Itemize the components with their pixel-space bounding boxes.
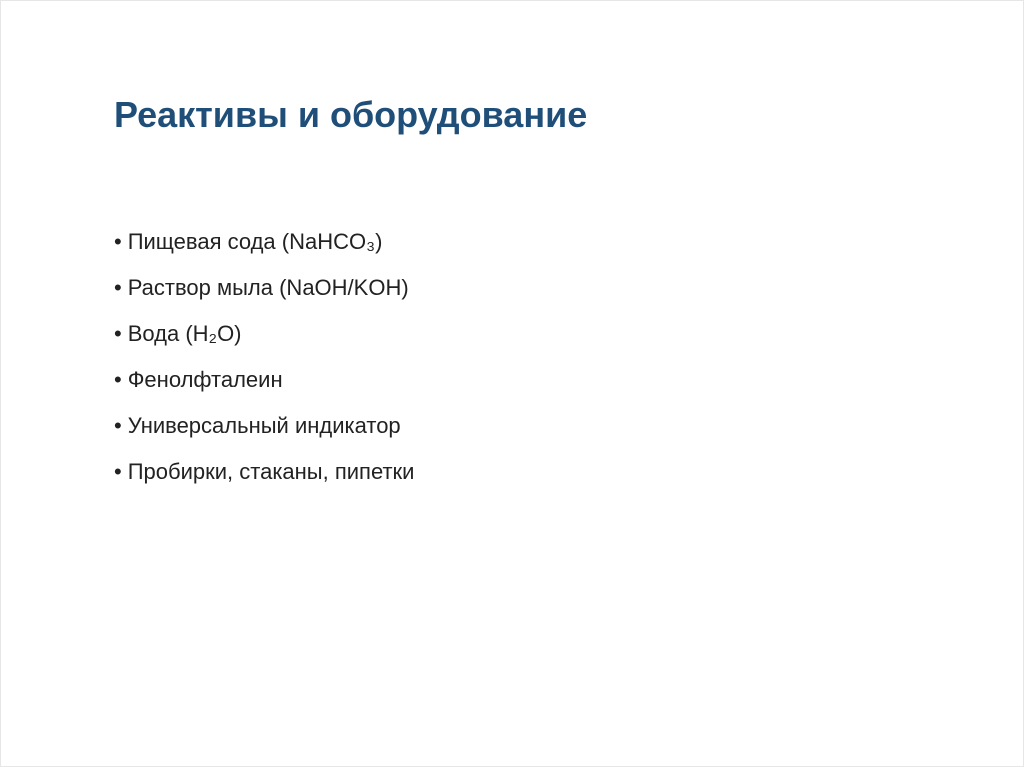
list-item-text: Фенолфталеин [127, 367, 283, 392]
bullet-list [114, 219, 414, 495]
list-item-text: Универсальный индикатор [127, 413, 401, 438]
list-item-text: Пищевая сода (NaHCO₃) [127, 229, 383, 254]
list-item-text: Раствор мыла (NaOH/KOH) [127, 275, 409, 300]
bullet-marker: • [114, 367, 122, 392]
list-item-text: Вода (H₂O) [127, 321, 242, 346]
slide-title: Реактивы и оборудование [114, 94, 588, 135]
bullet-marker: • [114, 459, 122, 484]
list-item [114, 265, 414, 311]
bullet-marker: • [114, 229, 122, 254]
bullet-marker: • [114, 275, 122, 300]
list-item [114, 219, 414, 265]
list-item [114, 357, 414, 403]
list-item [114, 311, 414, 357]
list-item [114, 449, 414, 495]
list-item-text: Пробирки, стаканы, пипетки [127, 459, 415, 484]
bullet-marker: • [114, 321, 122, 346]
bullet-marker: • [114, 413, 122, 438]
list-item [114, 403, 414, 449]
